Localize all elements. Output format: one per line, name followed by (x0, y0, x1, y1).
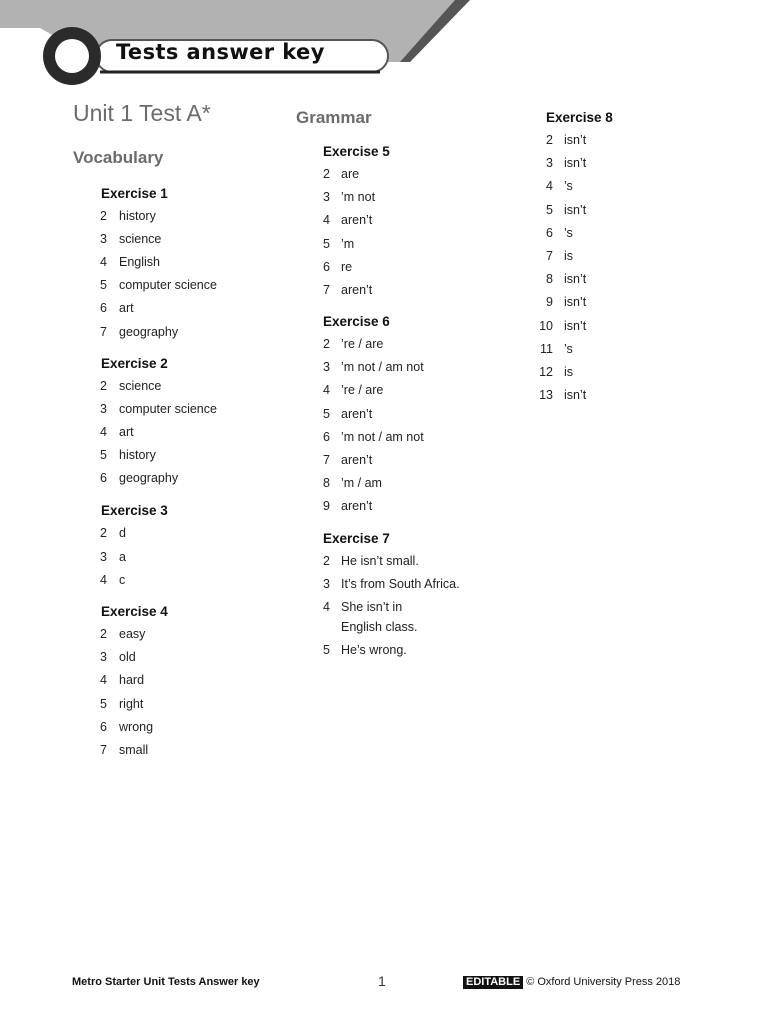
item-number: 12 (539, 365, 553, 379)
item-answer: ’re / are (341, 383, 384, 398)
item-answer: geography (119, 471, 179, 486)
item-answer: ’m not / am not (341, 360, 424, 375)
item-number: 5 (323, 643, 330, 657)
item-number: 3 (100, 549, 107, 564)
item-answer: computer science (119, 402, 217, 417)
item-number: 7 (323, 283, 330, 297)
item-answer: isn’t (564, 272, 587, 287)
item-number: 5 (323, 236, 330, 251)
exercise-title: Exercise 1 (101, 186, 168, 201)
item-number: 3 (100, 402, 107, 417)
item-number: 3 (100, 232, 107, 247)
item-answer: computer science (119, 278, 217, 293)
page-number: 1 (378, 973, 386, 989)
item-answer: aren’t (341, 499, 373, 514)
item-number: 8 (323, 476, 330, 491)
item-answer: science (119, 379, 162, 393)
item-number: 6 (546, 225, 553, 240)
item-answer: are (341, 167, 360, 181)
item-number: 3 (323, 190, 330, 205)
item-answer: ’m / am (341, 476, 382, 491)
item-answer: It’s from South Africa. (341, 577, 460, 591)
item-number: 4 (100, 573, 107, 587)
unit-title: Unit 1 Test A* (73, 100, 211, 126)
item-number: 9 (546, 295, 553, 310)
item-answer: science (119, 232, 162, 247)
item-answer: isn’t (564, 202, 587, 217)
item-answer: She isn’t in (341, 600, 403, 614)
item-answer: is (564, 249, 574, 263)
item-number: 6 (100, 719, 107, 734)
item-answer: small (119, 743, 149, 757)
vocabulary-heading: Vocabulary (73, 148, 164, 167)
item-number: 7 (100, 743, 107, 757)
item-number: 4 (100, 425, 107, 440)
item-answer: ’m not / am not (341, 429, 424, 444)
item-number: 4 (323, 600, 330, 614)
item-number: 2 (100, 209, 107, 223)
exercise-title: Exercise 6 (323, 314, 390, 329)
item-number: 3 (546, 156, 553, 171)
item-answer: ’m not (341, 190, 376, 205)
header-banner (0, 0, 768, 100)
item-number: 2 (323, 554, 330, 568)
item-answer: aren’t (341, 453, 373, 467)
page-header-title: Tests answer key (116, 40, 325, 64)
item-number: 6 (100, 301, 107, 316)
item-answer: is (564, 365, 574, 379)
item-answer: isn’t (564, 318, 587, 333)
item-answer: re (341, 259, 353, 274)
item-answer: aren’t (341, 406, 373, 421)
item-number: 2 (100, 526, 107, 540)
item-answer: wrong (119, 719, 154, 734)
item-number: 5 (100, 696, 107, 711)
item-answer: c (119, 573, 126, 587)
item-answer: ’m (341, 236, 355, 251)
grammar-heading: Grammar (296, 108, 372, 127)
item-answer: isn’t (564, 388, 587, 403)
footer-publication: Metro Starter Unit Tests Answer key (72, 976, 260, 988)
item-answer: ’s (564, 179, 573, 194)
item-answer: easy (119, 627, 146, 641)
item-number: 2 (100, 627, 107, 641)
item-answer: aren’t (341, 283, 373, 297)
item-answer-continued: English class. (341, 620, 418, 634)
item-number: 4 (100, 673, 107, 688)
item-answer: English (119, 255, 160, 270)
item-number: 3 (323, 577, 330, 591)
item-answer: geography (119, 324, 179, 339)
item-number: 13 (539, 388, 553, 403)
item-number: 6 (100, 471, 107, 486)
item-answer: isn’t (564, 133, 587, 147)
item-answer: history (119, 448, 156, 463)
footer-copyright-block (463, 976, 680, 989)
item-answer: He’s wrong. (341, 643, 407, 657)
item-answer: ’s (564, 341, 573, 356)
item-number: 6 (323, 429, 330, 444)
item-number: 4 (100, 255, 107, 270)
item-answer: old (119, 650, 136, 665)
item-answer: isn’t (564, 295, 587, 310)
copyright-text: © Oxford University Press 2018 (526, 976, 681, 988)
item-number: 10 (539, 318, 553, 333)
exercise-title: Exercise 7 (323, 531, 390, 546)
item-answer: a (119, 549, 126, 564)
item-number: 11 (540, 341, 553, 356)
item-number: 2 (323, 337, 330, 351)
item-number: 7 (100, 324, 107, 339)
item-answer: art (119, 425, 134, 440)
item-number: 3 (100, 650, 107, 665)
exercise-title: Exercise 5 (323, 144, 390, 159)
item-answer: isn’t (564, 156, 587, 171)
exercise-title: Exercise 8 (546, 110, 613, 125)
item-number: 9 (323, 499, 330, 514)
item-number: 2 (323, 167, 330, 181)
item-number: 8 (546, 272, 553, 287)
item-answer: aren’t (341, 213, 373, 228)
item-number: 7 (546, 249, 553, 263)
item-number: 7 (323, 453, 330, 467)
exercise-title: Exercise 2 (101, 356, 168, 371)
item-number: 3 (323, 360, 330, 375)
item-answer: hard (119, 673, 145, 688)
item-number: 4 (323, 383, 330, 398)
item-number: 5 (100, 448, 107, 463)
item-answer: history (119, 209, 156, 223)
item-answer: right (119, 696, 144, 711)
item-number: 5 (323, 406, 330, 421)
exercise-title: Exercise 3 (101, 503, 168, 518)
item-number: 5 (100, 278, 107, 293)
item-number: 5 (546, 202, 553, 217)
item-answer: He isn’t small. (341, 554, 419, 568)
item-number: 4 (546, 179, 553, 194)
item-answer: art (119, 301, 134, 316)
item-number: 6 (323, 259, 330, 274)
item-number: 2 (546, 133, 553, 147)
item-answer: ’s (564, 225, 573, 240)
item-answer: ’re / are (341, 337, 384, 351)
exercise-title: Exercise 4 (101, 604, 168, 619)
item-answer: d (119, 526, 126, 540)
item-number: 4 (323, 213, 330, 228)
editable-badge: EDITABLE (463, 976, 523, 989)
item-number: 2 (100, 379, 107, 393)
